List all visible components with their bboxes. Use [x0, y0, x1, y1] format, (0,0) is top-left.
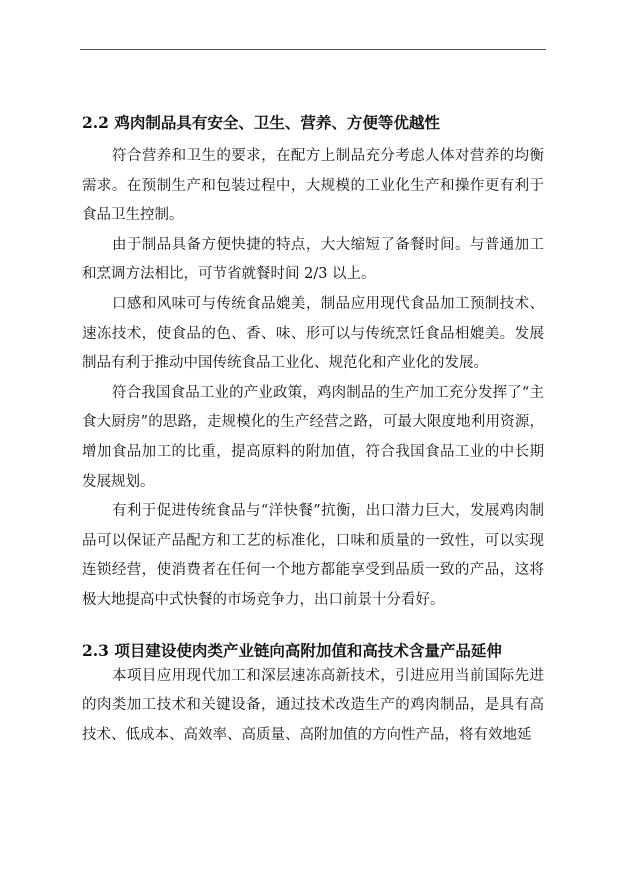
document-body	[82, 112, 544, 750]
header-rule	[80, 49, 546, 50]
section-2-2-paragraph-3: 口感和风味可与传统食品媲美，制品应用现代食品加工预制技术、速冻技术，使食品的色、香、味、形可以与传统烹饪食品相媲美。发展制品有利于推动中国传统食品工业化、规范化和产业化的发展。	[82, 295, 544, 372]
section-2-3-heading: 2.3 项目建设使肉类产业链向高附加值和高技术含量产品延伸	[82, 640, 502, 660]
section-2-2-paragraph-5: 有利于促进传统食品与“洋快餐”抗衡，出口潜力巨大，发展鸡肉制品可以保证产品配方和工艺的标准化，口味和质量的一致性，可以实现连锁经营，使消费者在任何一个地方都能享受到品质一致的产品，这将极大地提高中式快餐的市场竞争力，出口前景十分看好。	[82, 503, 544, 608]
section-2-2-paragraph-4: 符合我国食品工业的产业政策，鸡肉制品的生产加工充分发挥了“主食大厨房”的思路，走规模化的生产经营之路，可最大限度地利用资源，增加食品加工的比重，提高原料的附加值，符合我国食品工业的中长期发展规划。	[82, 384, 544, 490]
section-2-3-paragraph-1: 本项目应用现代加工和深层速冻高新技术，引进应用当前国际先进的肉类加工技术和关键设备，通过技术改造生产的鸡肉制品，是具有高技术、低成本、高效率、高质量、高附加值的方向性产品，将有效地延	[82, 667, 544, 743]
section-2-2-paragraph-1: 符合营养和卫生的要求，在配方上制品充分考虑人体对营养的均衡需求。在预制生产和包装过程中，大规模的工业化生产和操作更有利于食品卫生控制。	[82, 148, 544, 224]
section-2-2-heading: 2.2 鸡肉制品具有安全、卫生、营养、方便等优越性	[82, 113, 440, 132]
section-2-2-paragraph-2: 由于制品具备方便快捷的特点，大大缩短了备餐时间。与普通加工和烹调方法相比，可节省就餐时间 2/3 以上。	[82, 236, 544, 283]
